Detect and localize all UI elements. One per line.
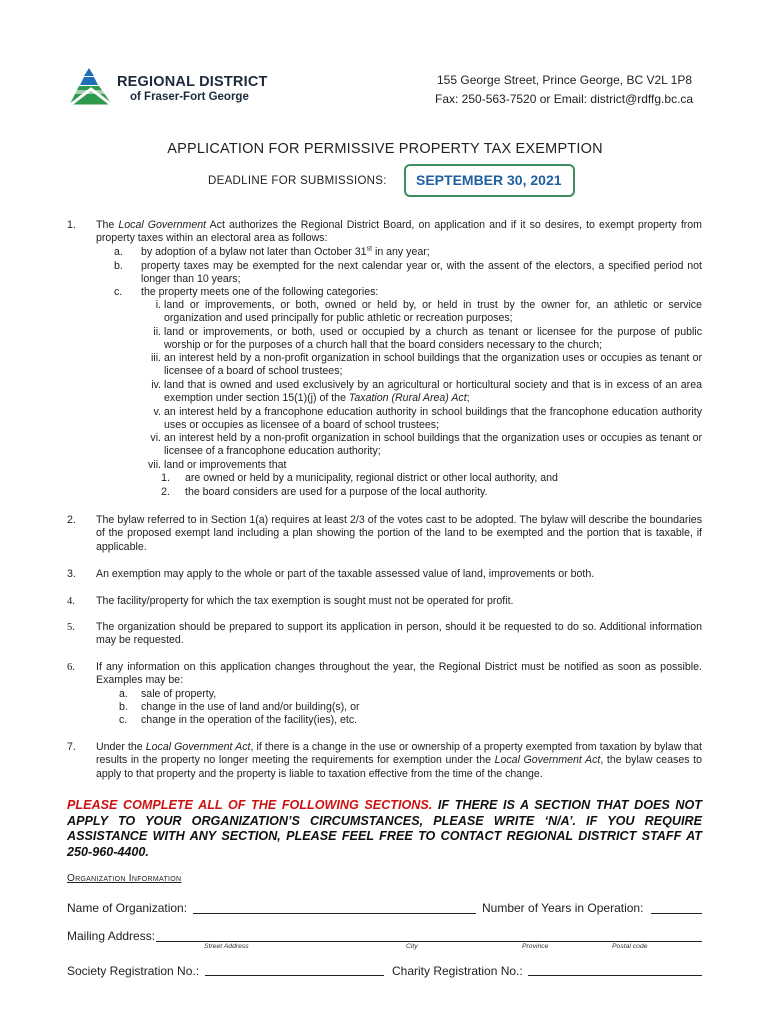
society-reg-field[interactable] xyxy=(205,975,384,976)
item-number: 7. xyxy=(67,741,76,753)
item-label: v. xyxy=(153,406,161,418)
category-iv-text: land that is owned and used exclusively by an agricultural or horticultural society and that is in excess of an area exemption under section 15(1)(j) of the Taxation (Rural Area) Act; xyxy=(164,379,702,405)
item-label: 2. xyxy=(161,486,170,498)
postal-code-sublabel: Postal code xyxy=(612,943,648,950)
deadline-date: SEPTEMBER 30, 2021 xyxy=(416,172,562,188)
item-label: vii. xyxy=(148,459,161,471)
item-1-text: The Local Government Act authorizes the Regional District Board, on application and if it so desires, to exempt property from property taxes within an electoral area as follows: xyxy=(96,219,703,245)
item-label: ii. xyxy=(153,326,161,338)
category-vii-2-text: the board considers are used for a purpose of the local authority. xyxy=(185,486,488,498)
notice-text: IF THERE IS A SECTION THAT DOES NOT APPLY TO YOUR ORGANIZATION’S CIRCUMSTANCES, PLEASE WRITE ‘N/A’. IF YOU REQUIRE ASSISTANCE WITH ANY SECTION, PLEASE FEEL FREE TO CONTACT REGIONAL DISTRICT STAFF AT 250-960-4400. xyxy=(67,798,702,859)
item-label: c. xyxy=(119,714,128,726)
item-3-text: An exemption may apply to the whole or part of the taxable assessed value of land, improvements or both. xyxy=(96,568,595,580)
item-label: i. xyxy=(155,299,161,311)
mailing-address-label: Mailing Address: xyxy=(67,929,156,943)
item-number: 6. xyxy=(67,662,75,673)
category-ii-text: land or improvements, or both, used or occupied by a church as tenant or licensee for the purpose of public worship or for the purposes of a church hall that the board considers necessary to the church; xyxy=(164,326,702,352)
category-v-text: an interest held by a francophone education authority in school buildings that the francophone education authority uses or occupies as licensee of a board of school trustees; xyxy=(164,406,702,432)
item-label: a. xyxy=(119,688,128,700)
item-number: 3. xyxy=(67,568,76,580)
years-label: Number of Years in Operation: xyxy=(482,901,644,915)
address: 155 George Street, Prince George, BC V2L 1P8 xyxy=(437,73,693,87)
category-vii-1-text: are owned or held by a municipality, regional district or other local authority, and xyxy=(185,472,558,484)
item-label: 1. xyxy=(161,472,170,484)
item-6b-text: change in the use of land and/or building(s), or xyxy=(141,701,360,713)
item-label: iii. xyxy=(150,352,161,364)
item-2-text: The bylaw referred to in Section 1(a) requires at least 2/3 of the votes cast to be adopted. The bylaw will describe the boundaries of the proposed exempt land including a plan showing the portion of the land to be exempted and the portion that is taxable, if applicable. xyxy=(96,514,702,553)
item-number: 1. xyxy=(67,219,76,231)
regional-district-logo xyxy=(67,66,115,108)
item-1a-text: by adoption of a bylaw not later than October 31st in any year; xyxy=(141,245,430,258)
form-title: APPLICATION FOR PERMISSIVE PROPERTY TAX EXEMPTION xyxy=(167,141,603,157)
org-name-line1: REGIONAL DISTRICT xyxy=(117,74,268,90)
item-number: 5. xyxy=(67,622,75,633)
instructions-notice xyxy=(67,798,702,860)
item-label: a. xyxy=(114,246,123,258)
org-name-field[interactable] xyxy=(193,913,476,914)
section-heading: Organization Information xyxy=(67,873,182,884)
street-sublabel: Street Address xyxy=(204,943,249,950)
item-label: b. xyxy=(119,701,128,713)
notice-red-text: PLEASE COMPLETE ALL OF THE FOLLOWING SECTIONS. xyxy=(67,798,433,812)
item-5-text: The organization should be prepared to support its application in person, should it be requested to do so. Additional information may be requested. xyxy=(96,621,702,647)
item-label: c. xyxy=(114,286,123,298)
society-reg-label: Society Registration No.: xyxy=(67,964,200,978)
years-field[interactable] xyxy=(651,913,702,914)
deadline-label: DEADLINE FOR SUBMISSIONS: xyxy=(208,175,387,187)
charity-reg-label: Charity Registration No.: xyxy=(392,964,523,978)
item-1c-text: the property meets one of the following categories: xyxy=(141,286,379,298)
contact-info: Fax: 250-563-7520 or Email: district@rdffg.bc.ca xyxy=(435,92,694,106)
item-label: vi. xyxy=(150,432,161,444)
city-sublabel: City xyxy=(406,943,418,950)
charity-reg-field[interactable] xyxy=(528,975,702,976)
item-number: 4. xyxy=(67,596,75,607)
item-label: iv. xyxy=(151,379,161,391)
category-vii-text: land or improvements that xyxy=(164,459,287,471)
item-6-text: If any information on this application changes throughout the year, the Regional District must be notified as soon as possible. Examples may be: xyxy=(96,661,702,687)
item-number: 2. xyxy=(67,514,76,526)
category-i-text: land or improvements, or both, owned or held by, or held in trust by the owner for, an athletic or service organization and used principally for public athletic or recreation purposes; xyxy=(164,299,702,325)
category-iii-text: an interest held by a non-profit organization in school buildings that the organization uses or occupies as tenant or licensee of a board of school trustees; xyxy=(164,352,702,378)
item-6a-text: sale of property, xyxy=(141,688,217,700)
org-name-line2: of Fraser-Fort George xyxy=(130,91,249,103)
item-6c-text: change in the operation of the facility(ies), etc. xyxy=(141,714,358,726)
item-7-text: Under the Local Government Act, if there is a change in the use or ownership of a property exempted from taxation by bylaw that results in the property no longer meeting the requirements for exemption under the Local Government Act, the bylaw ceases to apply to that property and the property is liable to taxation effective from the time of the change. xyxy=(96,741,702,780)
org-name-label: Name of Organization: xyxy=(67,901,188,915)
category-vi-text: an interest held by a non-profit organization in school buildings that the organization uses or occupies as tenant or licensee of a francophone education authority; xyxy=(164,432,702,458)
mailing-address-field[interactable] xyxy=(156,941,702,942)
item-4-text: The facility/property for which the tax exemption is sought must not be operated for profit. xyxy=(96,595,514,607)
item-label: b. xyxy=(114,260,123,272)
item-1b-text: property taxes may be exempted for the next calendar year or, with the assent of the electors, a specified period not longer than 10 years; xyxy=(141,260,702,286)
province-sublabel: Province xyxy=(522,943,549,950)
